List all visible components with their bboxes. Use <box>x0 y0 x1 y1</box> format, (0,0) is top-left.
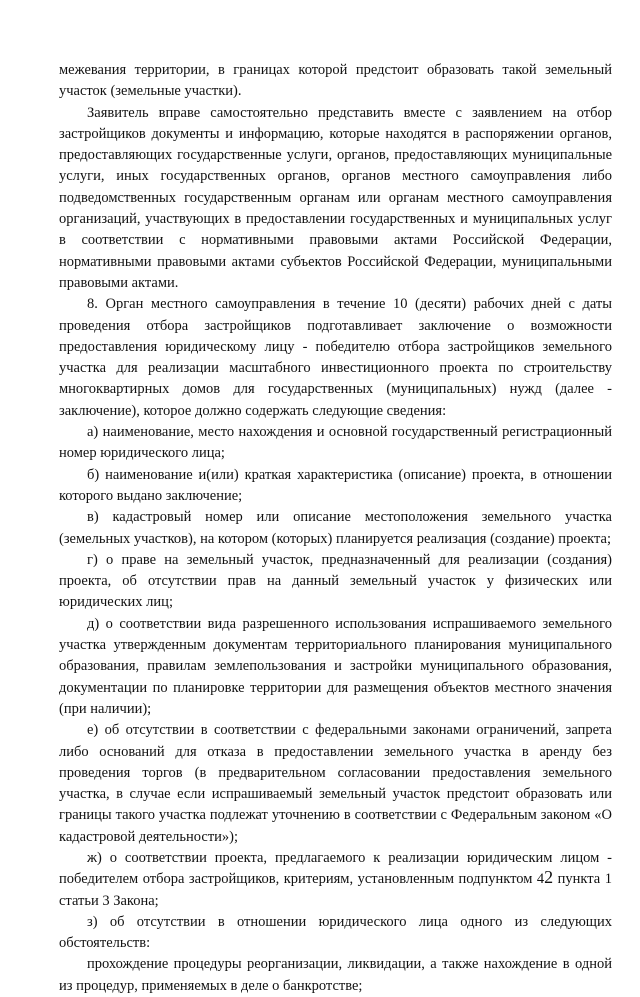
paragraph-10: з) об отсутствии в отношении юридического лица одного из следующих обстоятельств: <box>59 913 612 952</box>
paragraph-0: межевания территории, в границах которой предстоит образовать такой земельный участок (земельные участки). <box>59 62 612 100</box>
paragraph-4: б) наименование и(или) краткая характеристика (описание) проекта, в отношении которого выдано заключение; <box>59 466 612 504</box>
paragraph-2: 8. Орган местного самоуправления в течение 10 (десяти) рабочих дней с даты проведения отбора застройщиков подготавливает заключение о возможности предоставления юридическому лицу - победителю отбора застройщиков земельного участка для реализации масштабного инвестиционного проекта по строительству многоквартирных домов для государственных (муниципальных) нужд (далее - заключение), которое должно содержать следующие сведения: <box>59 296 612 419</box>
paragraph-9-superscript: 2 <box>544 867 554 888</box>
paragraph-9-text: ж) о соответствии проекта, предлагаемого к реализации юридическим лицом - победителем отбора застройщиков, критериям, установленным подпунктом 4 <box>59 849 612 888</box>
paragraph-8: е) об отсутствии в соответствии с федеральными законами ограничений, запрета либо оснований для отказа в предоставлении земельного участка в аренду без проведения торгов (в предварительном согласовании предоставления земельного участка, в случае если испрашиваемый земельный участок предстоит образовать или границы такого участка подлежат уточнению в соответствии с Федеральным законом «О кадастровой деятельности»); <box>59 722 612 845</box>
paragraph-11: прохождение процедуры реорганизации, ликвидации, а также нахождение в одной из процедур, применяемых в деле о банкротстве; <box>59 956 612 994</box>
paragraph-5: в) кадастровый номер или описание местоположения земельного участка (земельных участков), на котором (которых) планируется реализация (создание) проекта; <box>59 509 612 547</box>
paragraph-9-tail: пункта 1 статьи 3 Закона; <box>59 871 612 909</box>
paragraph-7: д) о соответствии вида разрешенного использования испрашиваемого земельного участка утвержденным документам территориального планирования муниципального образования, правилам землепользования и застройки муниципального образования, документации по планировке территории для размещения объектов местного значения (при наличии); <box>59 615 612 717</box>
paragraph-6: г) о праве на земельный участок, предназначенный для реализации (создания) проекта, об отсутствии прав на данный земельный участок у физических или юридических лиц; <box>59 551 612 611</box>
document-page <box>59 60 612 997</box>
paragraph-3: а) наименование, место нахождения и основной государственный регистрационный номер юридического лица; <box>59 424 612 462</box>
paragraph-9 <box>59 848 612 912</box>
paragraph-1: Заявитель вправе самостоятельно представить вместе с заявлением на отбор застройщиков документы и информацию, которые находятся в распоряжении органов, предоставляющих государственные услуги, органов, предоставляющих муниципальные услуги, иных государственных органов, органов местного самоуправления либо подведомственных государственным органам или органам местного самоуправления организаций, участвующих в предоставлении государственных и муниципальных услуг в соответствии с нормативными правовыми актами Российской Федерации, нормативными правовыми актами субъектов Российской Федерации, муниципальными правовыми актами. <box>59 104 612 291</box>
